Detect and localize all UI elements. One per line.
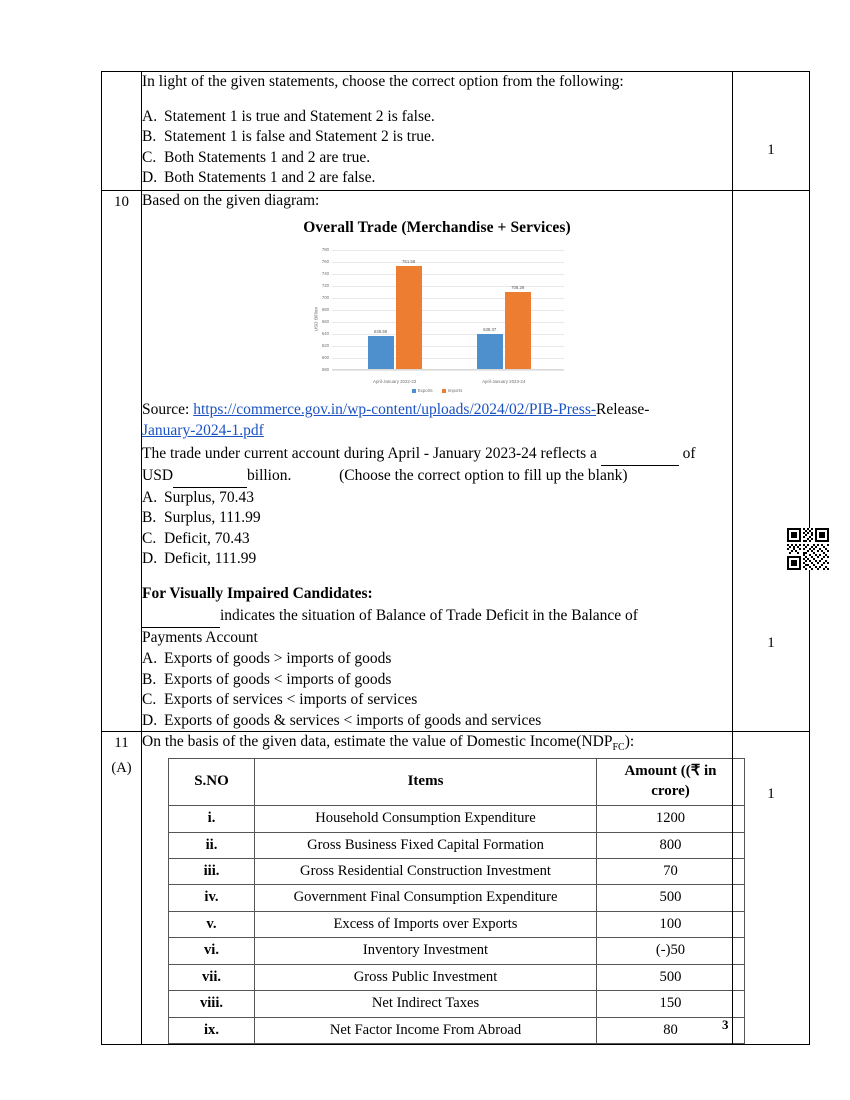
option-b[interactable]: [142, 127, 732, 147]
question-row-continuation: [102, 72, 810, 191]
stem-subscript: FC: [612, 742, 625, 754]
option-marker: B.: [142, 128, 157, 146]
question-number: 10: [114, 194, 129, 210]
prompt-part-1: The trade under current account during April - January 2023-24 reflects a: [142, 445, 597, 463]
cell-item: Household Consumption Expenditure: [255, 806, 597, 832]
chart-legend: [306, 388, 568, 394]
option-marker: C.: [142, 148, 157, 166]
chart-y-tick-label: 620: [321, 343, 329, 349]
spacer: [142, 93, 732, 107]
cell-amount: 500: [597, 885, 745, 911]
chart-legend-item: [412, 388, 433, 394]
answer-blank-2[interactable]: [173, 466, 247, 488]
option-c[interactable]: [142, 148, 732, 168]
header-amount: [597, 759, 745, 806]
source-line: [142, 400, 732, 442]
answer-blank-1[interactable]: [601, 444, 679, 466]
vi-prompt-text-2: Payments Account: [142, 629, 258, 647]
visually-impaired-heading: For Visually Impaired Candidates:: [142, 584, 373, 602]
option-marker: C.: [142, 691, 157, 709]
marks-cell-11: [733, 731, 810, 1044]
exam-question-table: [101, 71, 810, 1045]
stem-text-b: ):: [624, 732, 635, 750]
chart-gridline: [332, 370, 564, 371]
marks-value-chart: 1: [767, 635, 775, 651]
chart-bar-exports-1: [477, 334, 503, 369]
page-number: 3: [722, 1017, 729, 1032]
chart-data-label: 635.59: [374, 328, 388, 334]
cell-item: Gross Public Investment: [255, 964, 597, 990]
option-marker: D.: [142, 168, 158, 186]
chart-data-label: 638.37: [483, 327, 497, 332]
options-list-vi: [142, 649, 732, 731]
marks-value: 1: [767, 142, 775, 158]
table-row: [169, 938, 745, 964]
question-number-cell: [102, 72, 142, 191]
option-b[interactable]: [142, 670, 732, 690]
question-number: 11: [114, 734, 129, 751]
question-row-11: [102, 731, 810, 1044]
chart-gridline: [332, 274, 564, 275]
table-row: [169, 1017, 745, 1043]
stem-text-a: On the basis of the given data, estimate the value of Domestic Income(NDP: [142, 732, 613, 750]
header-amount-line2: crore): [651, 783, 690, 800]
cell-sno: ix.: [169, 1017, 255, 1043]
chart-y-tick-label: 760: [321, 259, 329, 265]
header-items: Items: [255, 759, 597, 806]
table-header-row: [169, 759, 745, 806]
option-marker: B.: [142, 670, 157, 688]
cell-item: Net Factor Income From Abroad: [255, 1017, 597, 1043]
cell-item: Government Final Consumption Expenditure: [255, 885, 597, 911]
chart-bar-imports-1: [505, 292, 531, 369]
chart-x-tick-label: April-January 2023-24: [482, 379, 526, 385]
legend-swatch: [442, 389, 446, 393]
income-data-table: [168, 758, 745, 1044]
prompt-part-2: of: [682, 445, 696, 463]
option-d[interactable]: [142, 168, 732, 188]
question-number-cell-10: [102, 191, 142, 732]
options-list-10: [142, 488, 732, 570]
cell-item: Inventory Investment: [255, 938, 597, 964]
option-text: Exports of goods > imports of goods: [164, 650, 392, 668]
cell-amount: 80: [597, 1017, 745, 1043]
fill-blank-prompt: [142, 444, 732, 488]
option-marker: C.: [142, 529, 157, 547]
cell-item: Excess of Imports over Exports: [255, 911, 597, 937]
chart-title: Overall Trade (Merchandise + Services): [303, 218, 571, 236]
answer-blank-vi[interactable]: [142, 606, 220, 628]
income-table-body: [169, 806, 745, 1044]
cell-amount: 1200: [597, 806, 745, 832]
cell-sno: ii.: [169, 832, 255, 858]
visually-impaired-prompt: [142, 606, 732, 649]
question-body-continuation: [142, 72, 733, 191]
question-row-10: [102, 191, 810, 732]
table-row: [169, 991, 745, 1017]
chart-y-tick-label: 780: [321, 247, 329, 253]
cell-amount: 100: [597, 911, 745, 937]
chart-y-tick-label: 680: [321, 307, 329, 313]
option-marker: D.: [142, 550, 158, 568]
question-stem-10: Based on the given diagram:: [142, 192, 320, 209]
option-a[interactable]: [142, 488, 732, 508]
legend-swatch: [412, 389, 416, 393]
option-d[interactable]: [142, 549, 732, 569]
source-link[interactable]: https://commerce.gov.in/wp-content/uploads/2024/02/PIB-Press-: [193, 401, 597, 419]
table-row: [169, 859, 745, 885]
cell-item: Gross Residential Construction Investment: [255, 859, 597, 885]
spacer: [142, 570, 732, 584]
table-row: [169, 911, 745, 937]
option-text: Statement 1 is true and Statement 2 is false.: [164, 107, 435, 125]
source-label: Source:: [142, 401, 190, 419]
chart-y-tick-label: 660: [321, 319, 329, 325]
chart-y-tick-label: 720: [321, 283, 329, 289]
option-text: Surplus, 70.43: [164, 488, 254, 506]
cell-amount: (-)50: [597, 938, 745, 964]
option-marker: B.: [142, 509, 157, 527]
chart-plot-area: [321, 247, 564, 373]
chart-gridline: [332, 286, 564, 287]
option-b[interactable]: [142, 508, 732, 528]
cell-sno: vi.: [169, 938, 255, 964]
option-marker: A.: [142, 488, 158, 506]
prompt-part-5: (Choose the correct option to fill up the blank): [339, 466, 628, 484]
chart-y-tick-label: 600: [321, 355, 329, 361]
cell-sno: vii.: [169, 964, 255, 990]
option-text: Exports of services < imports of services: [164, 691, 418, 709]
vi-prompt-text: indicates the situation of Balance of Trade Deficit in the Balance of: [220, 607, 638, 625]
cell-amount: 150: [597, 991, 745, 1017]
marks-cell: [733, 72, 810, 191]
legend-label: Exports: [417, 388, 433, 394]
marks-cell-10: [733, 191, 810, 802]
option-text: Exports of goods < imports of goods: [164, 670, 392, 688]
option-text: Exports of goods & services < imports of goods and services: [164, 711, 542, 729]
qr-code-svg: [787, 528, 829, 570]
chart-y-tick-label: 640: [321, 331, 329, 337]
option-text: Surplus, 111.99: [164, 509, 261, 527]
option-c[interactable]: [142, 529, 732, 549]
option-text: Deficit, 111.99: [164, 550, 257, 568]
chart-bar-imports-0: [396, 266, 422, 369]
chart-gridline: [332, 262, 564, 263]
header-amount-line1: Amount ((₹ in: [624, 763, 717, 780]
cell-sno: i.: [169, 806, 255, 832]
chart-y-axis-label: USD Billion: [313, 307, 319, 332]
chart-data-label: 751.58: [402, 259, 416, 265]
question-subpart: (A): [111, 760, 132, 777]
question-stem-11: [142, 732, 732, 754]
option-c[interactable]: [142, 690, 732, 710]
question-number-cell-11: [102, 731, 142, 1044]
cell-sno: v.: [169, 911, 255, 937]
option-marker: A.: [142, 107, 158, 125]
cell-item: Gross Business Fixed Capital Formation: [255, 832, 597, 858]
bar-chart: [306, 244, 568, 394]
option-text: Both Statements 1 and 2 are true.: [164, 148, 371, 166]
table-row: [169, 806, 745, 832]
prompt-part-4: billion.: [247, 466, 292, 484]
table-row: [169, 832, 745, 858]
legend-label: Imports: [447, 388, 463, 394]
option-a[interactable]: [142, 649, 732, 669]
option-text: Statement 1 is false and Statement 2 is true.: [164, 128, 435, 146]
marks-value-vi: 1: [767, 786, 775, 802]
cell-amount: 800: [597, 832, 745, 858]
table-row: [169, 885, 745, 911]
chart-bar-exports-0: [368, 336, 394, 369]
chart-x-tick-label: April-January 2022-23: [373, 379, 417, 385]
cell-sno: iv.: [169, 885, 255, 911]
chart-y-tick-label: 740: [321, 271, 329, 277]
header-sno: S.NO: [169, 759, 255, 806]
option-text: Both Statements 1 and 2 are false.: [164, 168, 376, 186]
source-link-continued[interactable]: January-2024-1.pdf: [142, 422, 264, 440]
prompt-part-3: USD: [142, 466, 174, 484]
option-d[interactable]: [142, 711, 732, 731]
source-tail: Release-: [596, 401, 650, 419]
cell-sno: viii.: [169, 991, 255, 1017]
options-list: [142, 107, 732, 189]
chart-y-tick-label: 700: [321, 295, 329, 301]
table-row: [169, 964, 745, 990]
option-a[interactable]: [142, 107, 732, 127]
cell-sno: iii.: [169, 859, 255, 885]
qr-code-icon: [787, 528, 829, 570]
option-marker: A.: [142, 650, 158, 668]
chart-legend-item: [442, 388, 463, 394]
cell-item: Net Indirect Taxes: [255, 991, 597, 1017]
chart-y-tick-label: 580: [321, 367, 329, 373]
cell-amount: 500: [597, 964, 745, 990]
cell-amount: 70: [597, 859, 745, 885]
chart-data-label: 708.29: [511, 285, 525, 291]
option-marker: D.: [142, 711, 158, 729]
option-text: Deficit, 70.43: [164, 529, 250, 547]
question-body-11: [142, 731, 733, 1044]
question-stem: In light of the given statements, choose the correct option from the following:: [142, 73, 624, 90]
chart-figure: [306, 244, 568, 394]
question-body-10: [142, 191, 733, 732]
chart-gridline: [332, 250, 564, 251]
